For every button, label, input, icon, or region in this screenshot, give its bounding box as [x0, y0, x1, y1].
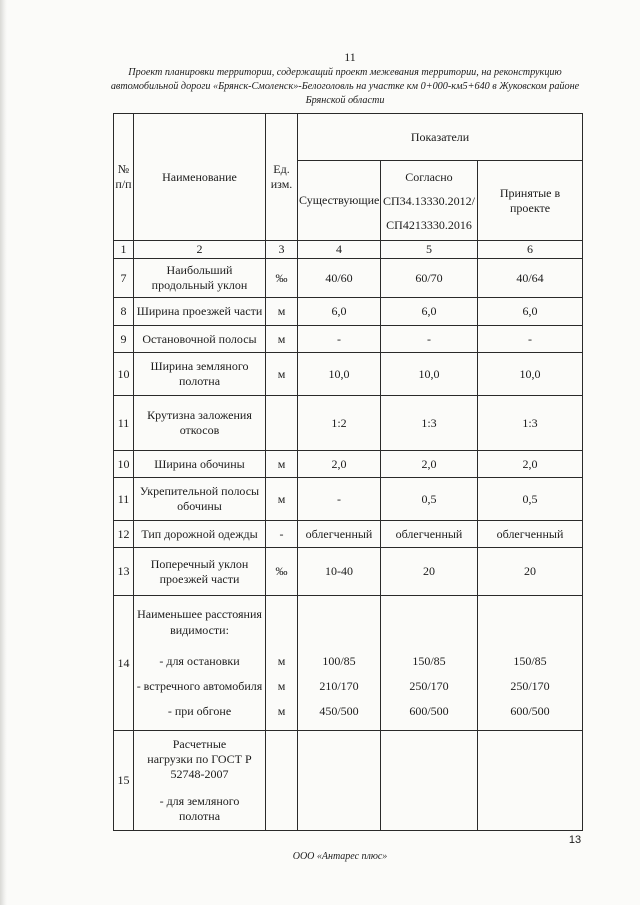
visibility-item-per-sp: 250/170 [409, 679, 449, 693]
row-per-sp: 1:3 [381, 396, 478, 451]
row-unit [266, 396, 298, 451]
table-row [114, 396, 583, 451]
row-name-line: Крутизна заложения [147, 408, 252, 422]
scan-edge-shadow [0, 0, 7, 905]
visibility-item-label: - встречного автомобиля [136, 679, 263, 693]
column-number: 2 [134, 241, 266, 259]
row-number: 7 [114, 259, 134, 298]
row-name-line: 52748-2007 [170, 767, 229, 781]
row-existing: - [298, 478, 381, 521]
row-number: 10 [114, 451, 134, 478]
row-name-line: нагрузки по ГОСТ Р [147, 752, 252, 766]
row-unit: ‰ [266, 259, 298, 298]
parameters-table [113, 113, 583, 831]
row-name [134, 298, 266, 326]
empty-cell [298, 731, 381, 831]
empty-cell [266, 731, 298, 831]
header-per-sp-cell [381, 161, 478, 241]
table-row [114, 326, 583, 353]
table-row [114, 298, 583, 326]
row-accepted [478, 596, 583, 731]
visibility-item-unit: м [277, 654, 286, 668]
header-per-sp-label: Согласно [405, 169, 453, 184]
row-number: 10 [114, 353, 134, 396]
row-existing: 2,0 [298, 451, 381, 478]
row-number: 12 [114, 521, 134, 548]
column-number: 1 [114, 241, 134, 259]
row-accepted: 1:3 [478, 396, 583, 451]
row-per-sp: 10,0 [381, 353, 478, 396]
visibility-item-accepted: 150/85 [513, 654, 547, 668]
visibility-item-per-sp: 600/500 [409, 704, 449, 718]
page-number-bottom: 13 [568, 834, 582, 846]
row-per-sp: 60/70 [381, 259, 478, 298]
row-existing: 6,0 [298, 298, 381, 326]
row-name-line: Расчетные [172, 737, 227, 751]
empty-cell [478, 731, 583, 831]
table-row [114, 478, 583, 521]
header-per-sp-label: СП34.13330.2012/ [382, 193, 475, 208]
row-name-line: видимости: [170, 623, 229, 637]
row-per-sp: - [381, 326, 478, 353]
visibility-items [135, 649, 264, 724]
header-existing-cell [298, 161, 381, 241]
load-title [135, 737, 264, 782]
row-accepted: 6,0 [478, 298, 583, 326]
header-num-label: п/п [115, 177, 132, 191]
row-unit: ‰ [266, 548, 298, 596]
visibility-item-existing: 450/500 [319, 704, 359, 718]
row-accepted: - [478, 326, 583, 353]
row-accepted: 40/64 [478, 259, 583, 298]
table-row [114, 451, 583, 478]
row-name-line: Поперечный уклон [150, 556, 249, 571]
visibility-item-label: - при обгоне [167, 704, 232, 718]
footer-company: ООО «Антарес плюс» [292, 851, 388, 862]
row-name-line: Ширина земляного [150, 359, 249, 373]
table-row [114, 548, 583, 596]
row-existing: 1:2 [298, 396, 381, 451]
header-unit-cell [266, 114, 298, 241]
header-accepted-cell [478, 161, 583, 241]
row-unit: м [266, 451, 298, 478]
row-accepted: 20 [478, 548, 583, 596]
table-row [114, 596, 583, 731]
column-number: 4 [298, 241, 381, 259]
row-name-line: Укрепительной полосы [139, 484, 260, 498]
column-number: 6 [478, 241, 583, 259]
header-line: Проект планировки территории, содержащий проект межевания территории, на реконструкцию [128, 67, 562, 78]
row-existing: 10,0 [298, 353, 381, 396]
document-header [100, 66, 590, 108]
visibility-item-unit: м [277, 704, 286, 718]
row-name [134, 353, 266, 396]
visibility-item-accepted: 600/500 [510, 704, 550, 718]
visibility-item-existing: 210/170 [319, 679, 359, 693]
row-name [134, 596, 266, 731]
row-existing: - [298, 326, 381, 353]
row-per-sp [381, 596, 478, 731]
visibility-item-unit: м [277, 679, 286, 693]
row-name-line: откосов [179, 423, 220, 437]
table-row [114, 353, 583, 396]
header-num-cell [114, 114, 134, 241]
row-existing: 40/60 [298, 259, 381, 298]
header-line: автомобильной дороги «Брянск-Смоленск»-Белоголовль на участке км 0+000-км5+640 в Жуковском районе [110, 81, 580, 92]
table-row [114, 521, 583, 548]
visibility-item-per-sp: 150/85 [412, 654, 446, 668]
visibility-title [135, 602, 264, 638]
visibility-item-existing: 100/85 [322, 654, 356, 668]
row-accepted: 10,0 [478, 353, 583, 396]
row-unit: - [266, 521, 298, 548]
row-name-line: полотна [178, 374, 221, 388]
row-name [134, 326, 266, 353]
table-row [114, 259, 583, 298]
row-per-sp: 6,0 [381, 298, 478, 326]
row-name-line: проезжей части [159, 571, 240, 586]
row-name-line: продольный уклон [151, 278, 248, 292]
table-row [114, 731, 583, 831]
row-per-sp: 2,0 [381, 451, 478, 478]
row-name-line: Тип дорожной одежды [141, 526, 258, 541]
header-line: Брянской области [305, 95, 385, 106]
header-indicators-cell: Показатели [298, 114, 583, 161]
row-name [134, 396, 266, 451]
row-name-line: обочины [177, 499, 222, 513]
header-num-label: № [117, 162, 130, 176]
visibility-item-accepted: 250/170 [510, 679, 550, 693]
row-unit: м [266, 353, 298, 396]
visibility-item-label: - для остановки [159, 654, 240, 668]
header-name-label: Наименование [162, 169, 237, 184]
row-name [134, 731, 266, 831]
empty-cell [381, 731, 478, 831]
row-number: 13 [114, 548, 134, 596]
row-accepted: 2,0 [478, 451, 583, 478]
row-per-sp: 0,5 [381, 478, 478, 521]
row-name [134, 259, 266, 298]
header-existing-label: Существующие [299, 193, 380, 207]
header-unit-label: Ед. [273, 162, 290, 176]
header-unit-label: изм. [270, 177, 293, 191]
row-accepted: облегченный [478, 521, 583, 548]
row-existing [298, 596, 381, 731]
row-name-line: Наименьшее расстояния [137, 607, 262, 621]
row-per-sp: облегченный [381, 521, 478, 548]
row-number: 14 [114, 596, 134, 731]
row-name-line: полотна [178, 809, 221, 823]
row-unit [266, 596, 298, 731]
load-subitem [135, 794, 264, 824]
row-number: 9 [114, 326, 134, 353]
header-accepted-label: Принятые в [499, 185, 561, 200]
row-name [134, 451, 266, 478]
row-name-line: Остановочной полосы [142, 331, 257, 346]
row-unit: м [266, 478, 298, 521]
header-per-sp-label: СП4213330.2016 [386, 217, 472, 232]
row-number: 11 [114, 396, 134, 451]
row-number: 11 [114, 478, 134, 521]
header-name-cell [134, 114, 266, 241]
row-existing: облегченный [298, 521, 381, 548]
row-name-line: Ширина обочины [154, 456, 245, 471]
row-name [134, 478, 266, 521]
column-numbers-row [114, 241, 583, 259]
row-accepted: 0,5 [478, 478, 583, 521]
row-unit: м [266, 326, 298, 353]
header-accepted-label: проекте [509, 200, 551, 215]
row-number: 8 [114, 298, 134, 326]
row-name [134, 548, 266, 596]
column-number: 5 [381, 241, 478, 259]
row-name-line: Ширина проезжей части [136, 304, 263, 318]
row-per-sp: 20 [381, 548, 478, 596]
row-name [134, 521, 266, 548]
row-unit: м [266, 298, 298, 326]
row-name-line: Наибольший [166, 263, 233, 277]
row-number: 15 [114, 731, 134, 831]
table-header-row [114, 114, 583, 161]
row-existing: 10-40 [298, 548, 381, 596]
column-number: 3 [266, 241, 298, 259]
row-name-line: - для земляного [159, 794, 240, 808]
page-number-top: 11 [344, 50, 356, 64]
